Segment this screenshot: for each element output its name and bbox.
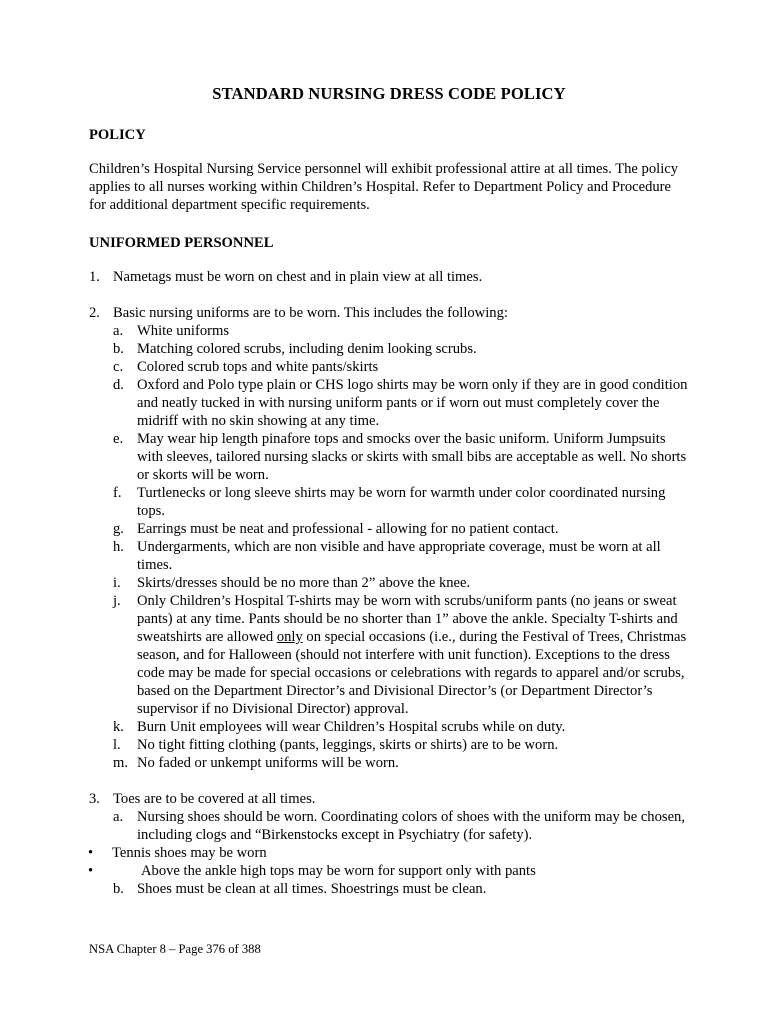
sub-item-k: k. Burn Unit employees will wear Children’s Hospital scrubs while on duty. bbox=[113, 719, 566, 735]
bullet-icon: • bbox=[88, 845, 94, 861]
sub-item-l: l. No tight fitting clothing (pants, leggings, skirts or shirts) are to be worn. bbox=[113, 737, 559, 753]
uniformed-personnel-heading: UNIFORMED PERSONNEL bbox=[89, 235, 274, 251]
bullet-item: • Above the ankle high tops may be worn for support only with pants bbox=[88, 863, 536, 879]
list-item-3 bbox=[89, 790, 689, 844]
list-item-3-continued bbox=[89, 880, 689, 898]
item-text: Toes are to be covered at all times. bbox=[113, 791, 316, 807]
document-title: STANDARD NURSING DRESS CODE POLICY bbox=[212, 84, 566, 103]
document-body bbox=[89, 84, 689, 898]
sub-item-a: a. Nursing shoes should be worn. Coordinating colors of shoes with the uniform may be chosen, including clogs and “Birkenstocks except in Psychiatry (for safety). bbox=[113, 809, 685, 843]
item-number: 1. bbox=[89, 269, 100, 285]
item-number: 2. bbox=[89, 305, 100, 321]
item-text: Nametags must be worn on chest and in plain view at all times. bbox=[113, 269, 483, 285]
sub-item-f: f. Turtlenecks or long sleeve shirts may be worn for warmth under color coordinated nursing tops. bbox=[113, 485, 666, 519]
sub-item-d: d. Oxford and Polo type plain or CHS logo shirts may be worn only if they are in good condition and neatly tucked in with nursing uniform pants or if worn out must completely cover the midriff with no skin showing at any time. bbox=[113, 377, 688, 429]
bullet-icon: • bbox=[88, 863, 94, 879]
page-footer: NSA Chapter 8 – Page 376 of 388 bbox=[89, 942, 261, 956]
sub-item-h: h. Undergarments, which are non visible and have appropriate coverage, must be worn at all times. bbox=[113, 539, 661, 573]
sub-item-m: m. No faded or unkempt uniforms will be worn. bbox=[113, 755, 399, 771]
list-item-1 bbox=[89, 268, 689, 286]
sub-item-c: c. Colored scrub tops and white pants/skirts bbox=[113, 359, 379, 375]
underlined-emphasis: only bbox=[276, 629, 303, 645]
sub-item-b: b. Matching colored scrubs, including denim looking scrubs. bbox=[113, 341, 477, 357]
sub-item-a: a. White uniforms bbox=[113, 323, 230, 339]
sub-item-j: j. Only Children’s Hospital T-shirts may be worn with scrubs/uniform pants (no jeans or sweat pants) at any time. Pants should be no shorter than 1” above the ankle. Specialty T-shirts and sweatshirts are allowed only on special occasions (i.e., during the Festival of Trees, Christmas season, and for Halloween (should not interfere with unit function). Exceptions to the dress code may be made for special occasions or celebrations with regards to apparel and/or scrubs, based on the Department Director’s and Divisional Director’s (or Department Director’s supervisor if no Divisional Director) approval. bbox=[113, 593, 687, 717]
bullet-item: • Tennis shoes may be worn bbox=[88, 845, 267, 861]
list-item-2 bbox=[89, 304, 689, 772]
sub-item-e: e. May wear hip length pinafore tops and smocks over the basic uniform. Uniform Jumpsuits with sleeves, tailored nursing slacks or skirts with small bibs are acceptable as well. No shorts or skorts will be worn. bbox=[113, 431, 687, 483]
item-number: 3. bbox=[89, 791, 100, 807]
sub-item-g: g. Earrings must be neat and professional - allowing for no patient contact. bbox=[113, 521, 559, 537]
item-text: Basic nursing uniforms are to be worn. This includes the following: bbox=[113, 305, 508, 321]
policy-heading: POLICY bbox=[89, 127, 146, 143]
sub-item-b: b. Shoes must be clean at all times. Shoestrings must be clean. bbox=[113, 881, 487, 897]
policy-text: Children’s Hospital Nursing Service personnel will exhibit professional attire at all times. The policy applies to all nurses working within Children’s Hospital. Refer to Department Policy and Procedure for additional department specific requirements. bbox=[89, 161, 679, 213]
sub-item-i: i. Skirts/dresses should be no more than 2” above the knee. bbox=[113, 575, 471, 591]
